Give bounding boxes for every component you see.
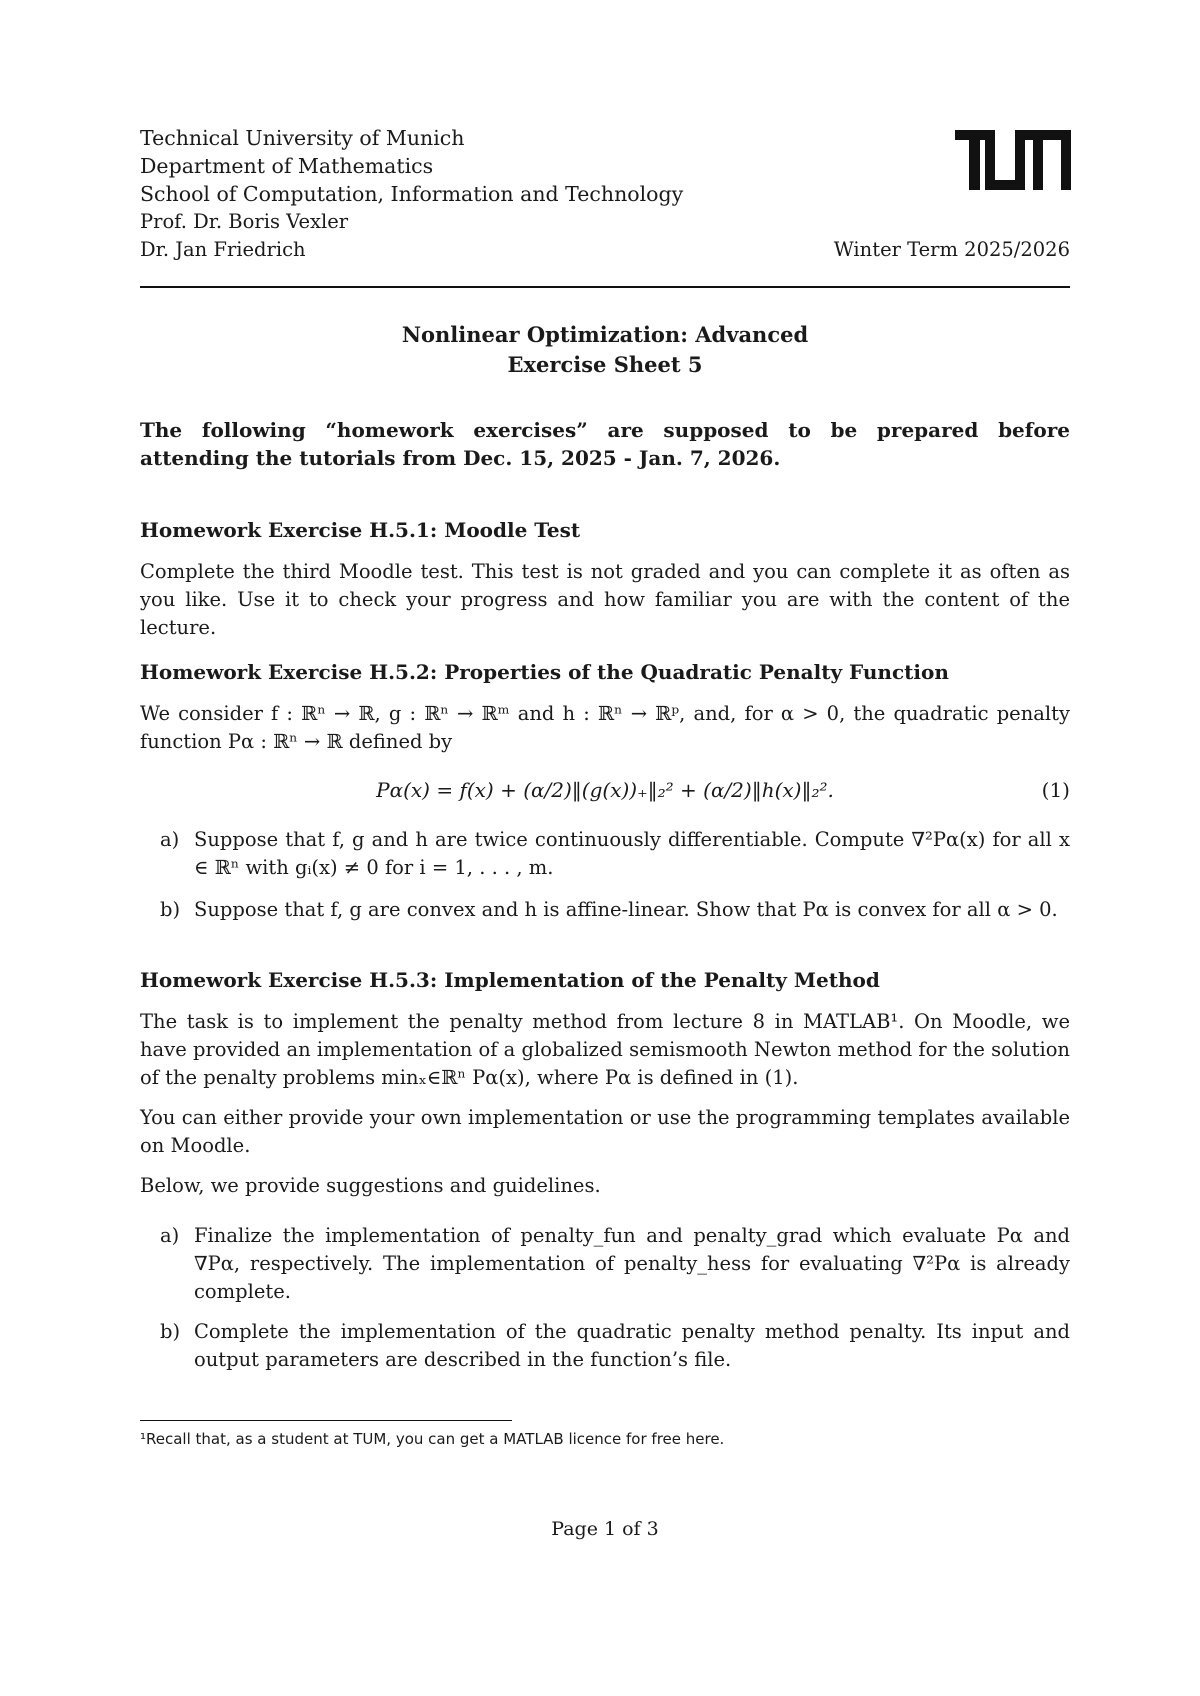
penalty-equation xyxy=(140,778,1070,802)
h52-body: We consider f : ℝⁿ → ℝ, g : ℝⁿ → ℝᵐ and h : ℝⁿ → ℝᵖ, and, for α > 0, the quadratic penalty function Pα : ℝⁿ → ℝ defined by xyxy=(140,702,1070,753)
sheet-subtitle: Exercise Sheet 5 xyxy=(507,352,703,377)
h53-body-2: You can either provide your own implementation or use the programming templates available on Moodle. xyxy=(140,1106,1070,1157)
header-divider xyxy=(140,286,1070,288)
school-name: School of Computation, Information and Technology xyxy=(140,182,684,206)
tum-logo xyxy=(955,130,1071,190)
h53-body-1: The task is to implement the penalty method from lecture 8 in MATLAB¹. On Moodle, we have provided an implementation of a globalized semismooth Newton method for the solution of the penalty problems minₓ∈ℝⁿ Pα(x), where Pα is defined in (1). xyxy=(140,1010,1070,1089)
page-number: Page 1 of 3 xyxy=(551,1518,659,1540)
h51-body: Complete the third Moodle test. This test is not graded and you can complete it as often as you like. Use it to check your progress and how familiar you are with the content of the lecture. xyxy=(140,560,1070,639)
footnote-divider xyxy=(140,1420,512,1421)
h53-heading: Homework Exercise H.5.3: Implementation of the Penalty Method xyxy=(140,968,880,992)
assistant-name: Dr. Jan Friedrich xyxy=(140,238,306,261)
intro-text: The following “homework exercises” are supposed to be prepared before attending the tutorials from Dec. 15, 2025 - Jan. 7, 2026. xyxy=(140,418,1070,470)
footnote-text: ¹Recall that, as a student at TUM, you can get a MATLAB licence for free here. xyxy=(140,1430,725,1448)
equation-number: (1) xyxy=(1041,778,1070,802)
item-label: a) xyxy=(160,1224,180,1247)
department-name: Department of Mathematics xyxy=(140,154,434,178)
h53-body-3: Below, we provide suggestions and guidelines. xyxy=(140,1174,601,1197)
h51-heading: Homework Exercise H.5.1: Moodle Test xyxy=(140,518,581,542)
item-label: a) xyxy=(160,828,180,851)
university-name: Technical University of Munich xyxy=(140,126,465,150)
professor-name: Prof. Dr. Boris Vexler xyxy=(140,210,349,233)
item-label: b) xyxy=(160,898,181,921)
term-label: Winter Term 2025/2026 xyxy=(833,238,1070,261)
item-text: Suppose that f, g are convex and h is affine-linear. Show that Pα is convex for all α > 0. xyxy=(194,898,1058,921)
sheet-title: Nonlinear Optimization: Advanced xyxy=(401,322,809,347)
h52-heading: Homework Exercise H.5.2: Properties of the Quadratic Penalty Function xyxy=(140,660,949,684)
item-text: Complete the implementation of the quadratic penalty method penalty. Its input and output parameters are described in the function’s file. xyxy=(194,1320,1070,1371)
penalty-equation-text: Pα(x) = f(x) + (α/2)‖(g(x))₊‖₂² + (α/2)‖h(x)‖₂². xyxy=(376,778,834,802)
item-text: Finalize the implementation of penalty_fun and penalty_grad which evaluate Pα and ∇Pα, respectively. The implementation of penalty_hess for evaluating ∇²Pα is already complete. xyxy=(194,1224,1070,1303)
item-text: Suppose that f, g and h are twice continuously differentiable. Compute ∇²Pα(x) for all x ∈ ℝⁿ with gᵢ(x) ≠ 0 for i = 1, . . . , m. xyxy=(194,828,1070,879)
item-label: b) xyxy=(160,1320,181,1343)
